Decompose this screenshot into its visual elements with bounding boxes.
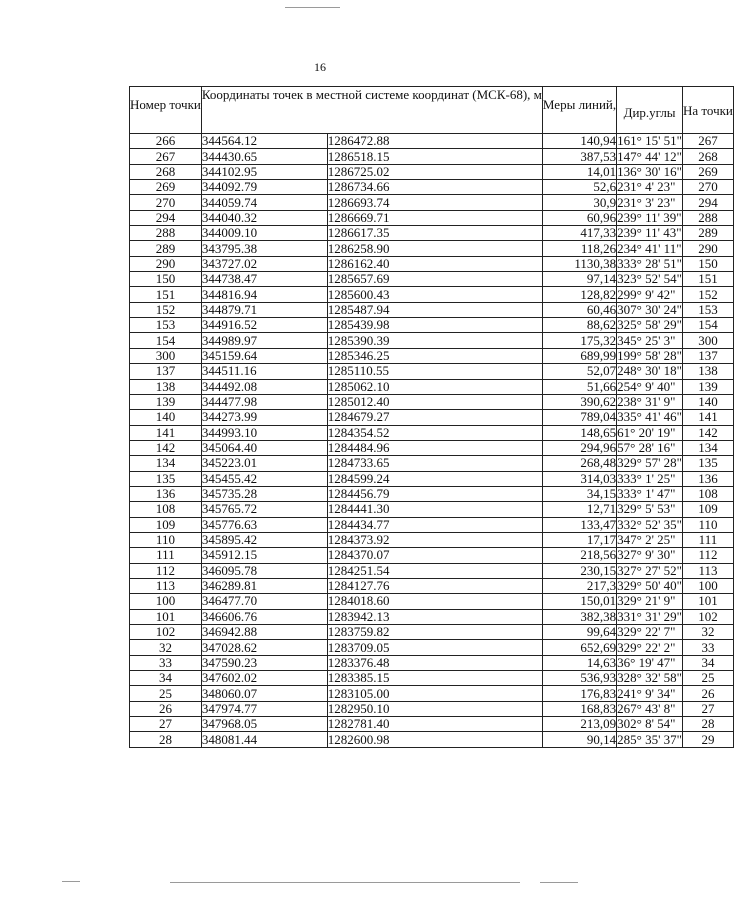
cell-line-length: 30,9 <box>542 195 616 210</box>
cell-point-number: 289 <box>130 241 202 256</box>
cell-y-coordinate: 1284373.92 <box>327 532 542 547</box>
cell-line-length: 536,93 <box>542 671 616 686</box>
cell-line-length: 175,32 <box>542 333 616 348</box>
cell-line-length: 387,53 <box>542 149 616 164</box>
cell-point-number: 270 <box>130 195 202 210</box>
cell-line-length: 1130,38 <box>542 256 616 271</box>
cell-y-coordinate: 1284018.60 <box>327 594 542 609</box>
cell-point-number: 269 <box>130 180 202 195</box>
cell-to-point: 151 <box>683 272 734 287</box>
cell-y-coordinate: 1284127.76 <box>327 578 542 593</box>
cell-direction-angle: 335° 41' 46" <box>617 409 682 425</box>
cell-to-point: 142 <box>683 425 734 440</box>
cell-y-coordinate: 1285390.39 <box>327 333 542 348</box>
cell-line-length: 52,6 <box>542 180 616 195</box>
cell-to-point: 153 <box>683 302 734 317</box>
table-row <box>130 410 734 425</box>
cell-direction-angle: 241° 9' 34" <box>617 686 683 701</box>
cell-y-coordinate: 1284733.65 <box>327 456 542 471</box>
cell-x-coordinate: 347028.62 <box>201 640 327 655</box>
cell-point-number: 152 <box>130 302 202 317</box>
table-row <box>130 563 734 578</box>
cell-to-point: 290 <box>683 241 734 256</box>
cell-x-coordinate: 347590.23 <box>201 655 327 670</box>
table-row <box>130 686 734 701</box>
cell-x-coordinate: 345455.42 <box>201 471 327 486</box>
cell-x-coordinate: 344102.95 <box>201 164 327 179</box>
cell-direction-angle: 329° 22' 2" <box>617 640 683 655</box>
cell-to-point: 136 <box>683 471 734 486</box>
scan-artifact-bottom-right <box>540 882 578 883</box>
cell-to-point: 294 <box>683 195 734 210</box>
cell-y-coordinate: 1284370.07 <box>327 548 542 563</box>
cell-x-coordinate: 346095.78 <box>201 563 327 578</box>
table-row <box>130 625 734 640</box>
cell-direction-angle: 329° 50' 40" <box>617 578 682 594</box>
table-header-row <box>130 87 734 134</box>
cell-y-coordinate: 1286258.90 <box>327 241 542 256</box>
cell-direction-angle: 231° 4' 23" <box>617 180 683 195</box>
table-row <box>130 364 734 379</box>
cell-x-coordinate: 344511.16 <box>201 364 327 379</box>
cell-direction-angle: 329° 21' 9" <box>617 594 683 609</box>
cell-direction-angle: 57° 28' 16" <box>617 440 683 455</box>
cell-x-coordinate: 344009.10 <box>201 226 327 241</box>
cell-direction-angle: 331° 31' 29" <box>617 608 682 624</box>
coordinates-table <box>129 86 734 748</box>
cell-x-coordinate: 347968.05 <box>201 717 327 732</box>
cell-line-length: 689,99 <box>542 348 616 363</box>
cell-to-point: 110 <box>683 517 734 532</box>
cell-y-coordinate: 1282950.10 <box>327 701 542 716</box>
cell-line-length: 88,62 <box>542 318 616 333</box>
header-coordinates: Координаты точек в местной системе координат (МСК-68), м <box>201 87 542 134</box>
cell-line-length: 176,83 <box>542 686 616 701</box>
cell-point-number: 290 <box>130 256 202 271</box>
cell-direction-angle: 327° 27' 52" <box>617 562 682 578</box>
table-row <box>130 318 734 333</box>
table-row <box>130 149 734 164</box>
cell-y-coordinate: 1286472.88 <box>327 134 542 149</box>
cell-point-number: 288 <box>130 226 202 241</box>
table-row <box>130 671 734 686</box>
cell-direction-angle: 307° 30' 24" <box>617 301 682 317</box>
cell-point-number: 113 <box>130 578 202 593</box>
cell-line-length: 118,26 <box>542 241 616 256</box>
cell-y-coordinate: 1284599.24 <box>327 471 542 486</box>
cell-direction-angle: 248° 30' 18" <box>617 363 682 379</box>
cell-x-coordinate: 346289.81 <box>201 578 327 593</box>
table-row <box>130 379 734 394</box>
cell-point-number: 25 <box>130 686 202 701</box>
table-row <box>130 394 734 409</box>
cell-line-length: 382,38 <box>542 609 616 624</box>
cell-line-length: 314,03 <box>542 471 616 486</box>
cell-point-number: 137 <box>130 364 202 379</box>
cell-y-coordinate: 1283942.13 <box>327 609 542 624</box>
table-row <box>130 287 734 302</box>
table-row <box>130 548 734 563</box>
cell-y-coordinate: 1284354.52 <box>327 425 542 440</box>
cell-point-number: 27 <box>130 717 202 732</box>
cell-to-point: 139 <box>683 379 734 394</box>
cell-point-number: 33 <box>130 655 202 670</box>
cell-point-number: 110 <box>130 532 202 547</box>
table-row <box>130 594 734 609</box>
cell-to-point: 25 <box>683 671 734 686</box>
cell-to-point: 113 <box>683 563 734 578</box>
table-row <box>130 164 734 179</box>
table-row <box>130 195 734 210</box>
cell-point-number: 142 <box>130 440 202 455</box>
cell-point-number: 140 <box>130 410 202 425</box>
cell-line-length: 230,15 <box>542 563 616 578</box>
cell-to-point: 288 <box>683 210 734 225</box>
cell-x-coordinate: 345159.64 <box>201 348 327 363</box>
cell-direction-angle: 333° 1' 25" <box>617 471 683 486</box>
cell-line-length: 34,15 <box>542 486 616 501</box>
cell-direction-angle: 302° 8' 54" <box>617 717 683 732</box>
table-row <box>130 256 734 271</box>
cell-line-length: 90,14 <box>542 732 616 747</box>
cell-to-point: 270 <box>683 180 734 195</box>
table-row <box>130 517 734 532</box>
cell-line-length: 51,66 <box>542 379 616 394</box>
cell-y-coordinate: 1286734.66 <box>327 180 542 195</box>
table-row <box>130 456 734 471</box>
cell-line-length: 99,64 <box>542 625 616 640</box>
cell-y-coordinate: 1284434.77 <box>327 517 542 532</box>
table-row <box>130 440 734 455</box>
cell-to-point: 269 <box>683 164 734 179</box>
table-row <box>130 180 734 195</box>
scan-artifact-bottom <box>170 882 520 883</box>
cell-to-point: 134 <box>683 440 734 455</box>
cell-point-number: 153 <box>130 318 202 333</box>
cell-point-number: 134 <box>130 456 202 471</box>
cell-x-coordinate: 344492.08 <box>201 379 327 394</box>
cell-direction-angle: 329° 5' 53" <box>617 502 683 517</box>
cell-x-coordinate: 348081.44 <box>201 732 327 747</box>
cell-direction-angle: 323° 52' 54" <box>617 271 682 287</box>
cell-x-coordinate: 344059.74 <box>201 195 327 210</box>
cell-point-number: 300 <box>130 348 202 363</box>
header-point-number: Номер точки <box>130 87 202 134</box>
cell-y-coordinate: 1286617.35 <box>327 226 542 241</box>
cell-point-number: 34 <box>130 671 202 686</box>
table-row <box>130 302 734 317</box>
cell-y-coordinate: 1286162.40 <box>327 256 542 271</box>
cell-x-coordinate: 343727.02 <box>201 256 327 271</box>
cell-point-number: 101 <box>130 609 202 624</box>
cell-x-coordinate: 345765.72 <box>201 502 327 517</box>
cell-point-number: 112 <box>130 563 202 578</box>
cell-x-coordinate: 346477.70 <box>201 594 327 609</box>
cell-line-length: 148,65 <box>542 425 616 440</box>
cell-x-coordinate: 347974.77 <box>201 701 327 716</box>
cell-point-number: 102 <box>130 625 202 640</box>
cell-to-point: 138 <box>683 364 734 379</box>
cell-to-point: 100 <box>683 578 734 593</box>
cell-point-number: 111 <box>130 548 202 563</box>
cell-y-coordinate: 1283105.00 <box>327 686 542 701</box>
cell-direction-angle: 61° 20' 19" <box>617 425 683 440</box>
scan-artifact-bottom-left <box>62 881 80 882</box>
cell-to-point: 28 <box>683 717 734 732</box>
header-line-length: Меры линий, <box>542 87 616 134</box>
cell-point-number: 266 <box>130 134 202 149</box>
cell-x-coordinate: 344430.65 <box>201 149 327 164</box>
table-row <box>130 655 734 670</box>
cell-y-coordinate: 1285600.43 <box>327 287 542 302</box>
table-row <box>130 272 734 287</box>
cell-line-length: 217,3 <box>542 578 616 593</box>
cell-direction-angle: 199° 58' 28" <box>617 347 682 363</box>
cell-point-number: 294 <box>130 210 202 225</box>
table-row <box>130 471 734 486</box>
cell-x-coordinate: 343795.38 <box>201 241 327 256</box>
cell-point-number: 108 <box>130 502 202 517</box>
cell-direction-angle: 347° 2' 25" <box>617 532 683 547</box>
cell-to-point: 152 <box>683 287 734 302</box>
table-row <box>130 241 734 256</box>
table-row <box>130 210 734 225</box>
cell-y-coordinate: 1282781.40 <box>327 717 542 732</box>
cell-direction-angle: 333° 1' 47" <box>617 486 683 501</box>
cell-direction-angle: 36° 19' 47" <box>617 655 683 670</box>
cell-to-point: 154 <box>683 318 734 333</box>
cell-to-point: 29 <box>683 732 734 747</box>
cell-y-coordinate: 1283385.15 <box>327 671 542 686</box>
cell-to-point: 101 <box>683 594 734 609</box>
cell-line-length: 417,33 <box>542 226 616 241</box>
cell-line-length: 128,82 <box>542 287 616 302</box>
cell-direction-angle: 136° 30' 16" <box>617 163 682 179</box>
table-row <box>130 348 734 363</box>
cell-x-coordinate: 344564.12 <box>201 134 327 149</box>
cell-y-coordinate: 1282600.98 <box>327 732 542 747</box>
cell-direction-angle: 239° 11' 39" <box>617 209 682 225</box>
cell-point-number: 138 <box>130 379 202 394</box>
table-row <box>130 578 734 593</box>
cell-x-coordinate: 344816.94 <box>201 287 327 302</box>
cell-to-point: 137 <box>683 348 734 363</box>
cell-line-length: 60,46 <box>542 302 616 317</box>
cell-to-point: 33 <box>683 640 734 655</box>
cell-to-point: 27 <box>683 701 734 716</box>
cell-x-coordinate: 344879.71 <box>201 302 327 317</box>
cell-line-length: 168,83 <box>542 701 616 716</box>
cell-point-number: 26 <box>130 701 202 716</box>
cell-x-coordinate: 344916.52 <box>201 318 327 333</box>
cell-line-length: 268,48 <box>542 456 616 471</box>
cell-y-coordinate: 1284251.54 <box>327 563 542 578</box>
cell-to-point: 111 <box>683 532 734 547</box>
cell-direction-angle: 267° 43' 8" <box>617 701 683 716</box>
cell-x-coordinate: 345064.40 <box>201 440 327 455</box>
cell-point-number: 154 <box>130 333 202 348</box>
cell-direction-angle: 231° 3' 23" <box>617 195 683 210</box>
cell-line-length: 14,01 <box>542 164 616 179</box>
cell-y-coordinate: 1284456.79 <box>327 486 542 501</box>
cell-x-coordinate: 345223.01 <box>201 456 327 471</box>
table-row <box>130 701 734 716</box>
cell-line-length: 17,17 <box>542 532 616 547</box>
cell-to-point: 289 <box>683 226 734 241</box>
cell-y-coordinate: 1285110.55 <box>327 364 542 379</box>
table-row <box>130 333 734 348</box>
cell-direction-angle: 329° 57' 28" <box>617 455 682 471</box>
header-to-point: На точки <box>683 87 734 134</box>
cell-point-number: 268 <box>130 164 202 179</box>
cell-line-length: 60,96 <box>542 210 616 225</box>
cell-y-coordinate: 1285439.98 <box>327 318 542 333</box>
cell-y-coordinate: 1283759.82 <box>327 625 542 640</box>
cell-to-point: 102 <box>683 609 734 624</box>
table-row <box>130 640 734 655</box>
table-body <box>130 134 734 748</box>
cell-y-coordinate: 1283709.05 <box>327 640 542 655</box>
cell-point-number: 139 <box>130 394 202 409</box>
cell-y-coordinate: 1286518.15 <box>327 149 542 164</box>
cell-point-number: 150 <box>130 272 202 287</box>
cell-y-coordinate: 1284679.27 <box>327 410 542 425</box>
cell-x-coordinate: 348060.07 <box>201 686 327 701</box>
cell-y-coordinate: 1285657.69 <box>327 272 542 287</box>
cell-x-coordinate: 344273.99 <box>201 410 327 425</box>
cell-line-length: 789,04 <box>542 410 616 425</box>
cell-point-number: 109 <box>130 517 202 532</box>
cell-line-length: 652,69 <box>542 640 616 655</box>
cell-point-number: 136 <box>130 486 202 501</box>
cell-y-coordinate: 1286725.02 <box>327 164 542 179</box>
cell-to-point: 135 <box>683 456 734 471</box>
cell-y-coordinate: 1284441.30 <box>327 502 542 517</box>
cell-to-point: 141 <box>683 410 734 425</box>
cell-x-coordinate: 345895.42 <box>201 532 327 547</box>
cell-line-length: 14,63 <box>542 655 616 670</box>
cell-y-coordinate: 1286669.71 <box>327 210 542 225</box>
cell-line-length: 140,94 <box>542 134 616 149</box>
cell-to-point: 32 <box>683 625 734 640</box>
cell-to-point: 34 <box>683 655 734 670</box>
cell-to-point: 108 <box>683 486 734 501</box>
cell-x-coordinate: 344477.98 <box>201 394 327 409</box>
table-row <box>130 425 734 440</box>
table-row <box>130 732 734 747</box>
cell-y-coordinate: 1285012.40 <box>327 394 542 409</box>
cell-to-point: 300 <box>683 333 734 348</box>
cell-to-point: 267 <box>683 134 734 149</box>
cell-direction-angle: 238° 31' 9" <box>617 394 683 409</box>
table-row <box>130 717 734 732</box>
cell-direction-angle: 234° 41' 11" <box>617 240 682 256</box>
cell-direction-angle: 332° 52' 35" <box>617 516 682 532</box>
cell-to-point: 150 <box>683 256 734 271</box>
table-row <box>130 134 734 149</box>
cell-line-length: 390,62 <box>542 394 616 409</box>
cell-direction-angle: 325° 58' 29" <box>617 317 682 333</box>
cell-y-coordinate: 1285062.10 <box>327 379 542 394</box>
cell-direction-angle: 285° 35' 37" <box>617 731 682 747</box>
cell-direction-angle: 329° 22' 7" <box>617 625 683 640</box>
cell-to-point: 26 <box>683 686 734 701</box>
cell-x-coordinate: 346942.88 <box>201 625 327 640</box>
cell-point-number: 141 <box>130 425 202 440</box>
cell-direction-angle: 345° 25' 3" <box>617 333 683 348</box>
cell-point-number: 151 <box>130 287 202 302</box>
cell-x-coordinate: 344989.97 <box>201 333 327 348</box>
header-direction-angle: Дир.углы <box>617 87 683 134</box>
cell-x-coordinate: 345776.63 <box>201 517 327 532</box>
cell-y-coordinate: 1284484.96 <box>327 440 542 455</box>
cell-x-coordinate: 344040.32 <box>201 210 327 225</box>
cell-line-length: 218,56 <box>542 548 616 563</box>
table-row <box>130 226 734 241</box>
cell-x-coordinate: 345735.28 <box>201 486 327 501</box>
cell-line-length: 294,96 <box>542 440 616 455</box>
cell-line-length: 12,71 <box>542 502 616 517</box>
cell-x-coordinate: 345912.15 <box>201 548 327 563</box>
cell-point-number: 32 <box>130 640 202 655</box>
cell-point-number: 267 <box>130 149 202 164</box>
cell-line-length: 97,14 <box>542 272 616 287</box>
cell-direction-angle: 328° 32' 58" <box>617 670 682 686</box>
cell-direction-angle: 299° 9' 42" <box>617 287 683 302</box>
cell-line-length: 213,09 <box>542 717 616 732</box>
cell-point-number: 135 <box>130 471 202 486</box>
page-number: 16 <box>314 60 326 74</box>
cell-to-point: 112 <box>683 548 734 563</box>
cell-to-point: 268 <box>683 149 734 164</box>
table-row <box>130 609 734 624</box>
table-row <box>130 486 734 501</box>
cell-y-coordinate: 1285346.25 <box>327 348 542 363</box>
cell-direction-angle: 147° 44' 12" <box>617 148 682 164</box>
cell-direction-angle: 254° 9' 40" <box>617 379 683 394</box>
cell-direction-angle: 327° 9' 30" <box>617 548 683 563</box>
cell-direction-angle: 239° 11' 43" <box>617 225 682 241</box>
cell-point-number: 100 <box>130 594 202 609</box>
cell-y-coordinate: 1286693.74 <box>327 195 542 210</box>
cell-to-point: 140 <box>683 394 734 409</box>
cell-line-length: 52,07 <box>542 364 616 379</box>
cell-point-number: 28 <box>130 732 202 747</box>
cell-y-coordinate: 1283376.48 <box>327 655 542 670</box>
cell-x-coordinate: 346606.76 <box>201 609 327 624</box>
cell-to-point: 109 <box>683 502 734 517</box>
cell-y-coordinate: 1285487.94 <box>327 302 542 317</box>
table-row <box>130 532 734 547</box>
scan-artifact-top <box>285 7 340 8</box>
cell-x-coordinate: 344092.79 <box>201 180 327 195</box>
cell-line-length: 133,47 <box>542 517 616 532</box>
cell-x-coordinate: 344738.47 <box>201 272 327 287</box>
cell-line-length: 150,01 <box>542 594 616 609</box>
cell-x-coordinate: 344993.10 <box>201 425 327 440</box>
cell-direction-angle: 333° 28' 51" <box>617 255 682 271</box>
table-row <box>130 502 734 517</box>
cell-direction-angle: 161° 15' 51" <box>617 133 682 149</box>
cell-x-coordinate: 347602.02 <box>201 671 327 686</box>
